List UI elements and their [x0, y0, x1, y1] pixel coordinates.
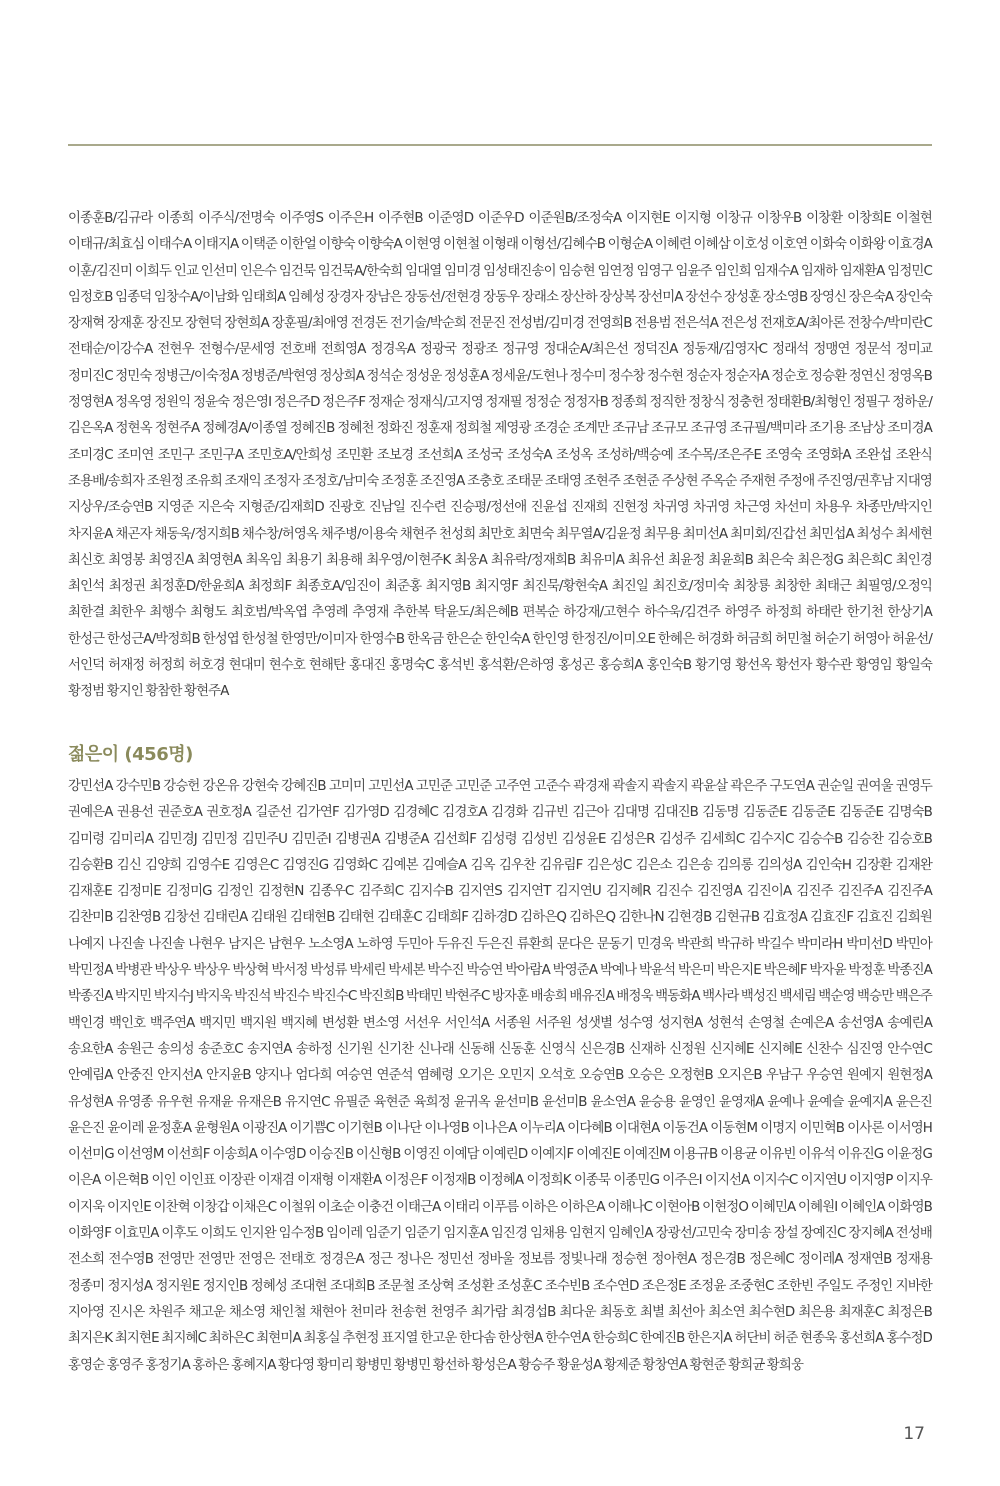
section-heading-young-people: 젊은이 (456명)	[68, 744, 193, 765]
donor-name-list-1: 이종훈B/김규라 이종희 이주식/전명숙 이주영S 이주은H 이주현B 이준영D 이준우D 이준원B/조정숙A 이지현E 이지형 이창규 이창우B 이창환 이창희E 이철현 이태규/최효심 이태수A 이태지A 이택준 이한얼 이향숙 이향숙A 이현영 이현철 이형래 이형선/김혜수B 이형순A 이혜련 이혜삼 이호성 이호연 이화숙 이화왕 이효경A 이훈/김진미 이희두 인교 인선미 인은수 임건묵 임건묵A/한숙희 임대열 임미경 임성태진송이 임승현 임연정 임영구 임윤주 임인희 임재수A 임재하 임재환A 임정민C 임정호B 임종덕 임창수A/이남화 임태희A 임혜성 장경자 장남은 장동선/전현경 장동우 장래소 장산하 장상복 장선미A 장선수 장성훈 장소영B 장영신 장은숙A 장인숙 장재혁 장재훈 장진모 장현덕 장현희A 장훈필/최애영 전경돈 전기술/박순희 전문진 전성범/김미경 전영희B 전용범 전은석A 전은성 전재호A/최아론 전창수/박미란C 전태순/이강수A 전현우 전형수/문세영 전호배 전희영A 정경옥A 정광국 정광조 정규영 정대순A/최은선 정덕진A 정동재/김영자C 정래석 정맹연 정문석 정미교 정미진C 정민숙 정병근/이숙정A 정병준/박현영 정상희A 정석순 정성운 정성훈A 정세윤/도현나 정수미 정수창 정수현 정순자 정순자A 정순호 정승환 정연신 정영옥B 정영현A 정옥영 정원익 정윤숙 정은영I 정은주D 정은주F 정재순 정재식/고지영 정재필 정정순 정정자B 정종희 정직한 정창식 정충헌 정태환B/최형인 정필구 정하운/김은옥A 정현옥 정현주A 정혜경A/이종열 정혜진B 정혜천 정화진 정훈재 정희철 제영광 조경순 조계만 조규남 조규모 조규영 조규필/백미라 조기용 조남상 조미경A 조미경C 조미연 조민구 조민구A 조민호A/안희성 조민환 조보경 조선희A 조성국 조성숙A 조성옥 조성하/백승예 조수목/조은주E 조영숙 조영화A 조완섭 조완식 조용배/송희자 조원정 조유희 조재익 조정자 조정호/남미숙 조정훈 조진영A 조충호 조태문 조태영 조현주 조현준 주상현 주옥순 주재현 주정애 주진영/권후남 지대영 지상우/조승연B 지영준 지은숙 지형준/김재희D 진광호 진남일 진수련 진승평/정선애 진윤섭 진재희 진현정 차귀영 차귀영 차근영 차선미 차용우 차종만/박지인 차지윤A 채곤자 채동욱/정지희B 채수창/허영옥 채주병/이용숙 채현주 천성희 최만호 최면숙 최무열A/김윤정 최무용 최미선A 최미회/진갑선 최민섭A 최성수 최세현 최신호 최영봉 최영진A 최영현A 최옥임 최용기 최용해 최우영/이현주K 최웅A 최유락/정재희B 최유미A 최유선 최윤정 최윤희B 최은숙 최은정G 최은희C 최인경 최인석 최정권 최정훈D/한윤희A 최정희F 최종호A/임진이 최준홍 최지영B 최지영F 최진묵/황현숙A 최진일 최진호/정미숙 최창룡 최창한 최태근 최필영/오정익 최한결 최한우 최행수 최형도 최호범/박옥엽 추영례 추영재 추한복 탁윤도/최은혜B 편복순 하강재/고현수 하수욱/김견주 하영주 하정희 하태란 한기천 한상기A 한성근 한성근A/박정희B 한성엽 한성철 한영만/이미자 한영수B 한옥금 한은순 한인숙A 한인영 한정진/이미오E 한혜은 허경화 허금희 허민철 허순기 허영아 허윤선/서인덕 허재정 허정희 허호경 현대미 현수호 현해탄 홍대진 홍명숙C 홍석빈 홍석환/은하영 홍성곤 홍승희A 홍인숙B 황기영 황선옥 황선자 황수관 황영임 황일숙 황정범 황지인 황참한 황현주A	[68, 211, 932, 700]
donor-name-list-2: 강민선A 강수민B 강승헌 강온유 강현숙 강혜진B 고미미 고민선A 고민준 고민준 고주연 고준수 곽경재 곽솔지 곽솔지 곽윤살 곽은주 구도연A 권순일 권여울 권영두 권예은A 권용선 권준호A 권호정A 길준선 김가연F 김가영D 김경혜C 김경호A 김경화 김규빈 김근아 김대명 김대진B 김동명 김동준E 김동준E 김동준E 김명숙B 김미령 김미리A 김민경J 김민정 김민주U 김민준I 김병권A 김병준A 김선희F 김성령 김성빈 김성윤E 김성은R 김성주 김세희C 김수지C 김승수B 김승찬 김승호B 김승환B 김신 김양희 김영수E 김영은C 김영진G 김영화C 김예본 김예슬A 김옥 김우찬 김유림F 김은성C 김은소 김은송 김의롱 김의성A 김인숙H 김장환 김재완 김재훈E 김정미E 김정미G 김정인 김정현N 김종우C 김주희C 김지수B 김지연S 김지연T 김지연U 김지혜R 김진수 김진영A 김진이A 김진주 김진주A 김진주A 김찬미B 김찬영B 김창선 김태린A 김태원 김태현B 김태현 김태훈C 김태희F 김하경D 김하은Q 김하은Q 김한나N 김현경B 김현규B 김효정A 김효진F 김효진 김희원 나예지 나진솔 나진솔 나현우 남지은 남현우 노소영A 노하영 두민아 두유진 두은진 류환희 문다은 문동기 민경욱 박관희 박규하 박길수 박미라H 박미선D 박민아 박민정A 박병관 박상우 박상우 박상혁 박서정 박성류 박세린 박세본 박수진 박승연 박아람A 박영준A 박예나 박윤석 박은미 박은지E 박은혜F 박자윤 박정훈 박종진A 박종진A 박지민 박지수J 박지욱 박진석 박진수 박진수C 박진희B 박태민 박현주C 방자훈 배송희 배유진A 배정욱 백동화A 백사라 백성진 백세림 백순영 백승만 백은주 백인경 백인호 백주연A 백지민 백지원 백지혜 변성환 변소영 서선우 서인석A 서종원 서주원 성샛별 성수영 성지현A 성현석 손영철 손예은A 송선영A 송예린A 송요한A 송원근 송의성 송준호C 송지연A 송하정 신기원 신기찬 신나래 신동해 신동훈 신영식 신은경B 신재하 신정원 신지혜E 신지혜E 신찬수 심진영 안수연C 안예림A 안중진 안지선A 안지윤B 양지나 엄다희 여승연 연준석 염혜령 오기은 오민지 오석호 오승연B 오승은 오정현B 오지은B 우남구 우승연 원예지 원현정A 유성현A 유영종 유우현 유재윤 유재은B 유지연C 유필준 육현준 육희정 윤귀옥 윤선미B 윤선미B 윤소연A 윤승용 윤영인 윤영재A 윤예나 윤예슬 윤예지A 윤은진 윤은진 윤이레 윤정훈A 윤형원A 이광진A 이기쁨C 이기현B 이나단 이나영B 이나은A 이누리A 이다혜B 이대현A 이동건A 이동현M 이명지 이민혁B 이사론 이서영H 이선미G 이선영M 이선희F 이송희A 이수영D 이승진B 이신형B 이영진 이예담 이예린D 이예지F 이예진E 이예진M 이용규B 이용균 이유빈 이유석 이유진G 이윤정G 이은A 이은혁B 이인 이인표 이장관 이재겸 이재형 이재환A 이정은F 이정재B 이정혜A 이정희K 이종묵 이종민G 이주은I 이지선A 이지수C 이지연U 이지영P 이지우 이지욱 이지인E 이찬혁 이창갑 이채은C 이철위 이초순 이충건 이태근A 이태리 이푸름 이하은 이하은A 이해나C 이현아B 이현정O 이혜민A 이혜원I 이혜인A 이화영B 이화영F 이효민A 이후도 이희도 인지완 임수정B 임이레 임준기 임준기 임지훈A 임진경 임채용 임현지 임혜인A 장광선/고민숙 장미송 장설 장예진C 장지혜A 전성배 전소희 전수영B 전영만 전영만 전영은 전태호 정경은A 정근 정나은 정민선 정바울 정보름 정빛나래 정승현 정아현A 정은경B 정은혜C 정이레A 정재연B 정재용 정종미 정지성A 정지원E 정지인B 정혜성 조대현 조대희B 조문철 조상혁 조성환 조성훈C 조수빈B 조수연D 조은정E 조정윤 조중현C 조한빈 주일도 주정인 지바한 지아영 진시온 차원주 채고운 채소영 채인철 채현아 천미라 천송현 천영주 최가람 최경섭B 최다운 최동호 최별 최선아 최소연 최수현D 최은용 최재훈C 최정은B 최지은K 최지현E 최지혜C 최하은C 최현미A 최홍실 추현정 표지열 한고운 한다솜 한상현A 한수연A 한승희C 한예진B 한은지A 허단비 허준 현종욱 홍선희A 홍수정D 홍영순 홍영주 홍정기A 홍하은 홍혜지A 황다영 황미리 황병민 황병민 황선하 황성은A 황승주 황윤성A 황제준 황창연A 황현준 황희균 황희웅	[68, 779, 932, 1373]
page-number: 17	[903, 1424, 925, 1444]
top-divider	[68, 144, 932, 146]
